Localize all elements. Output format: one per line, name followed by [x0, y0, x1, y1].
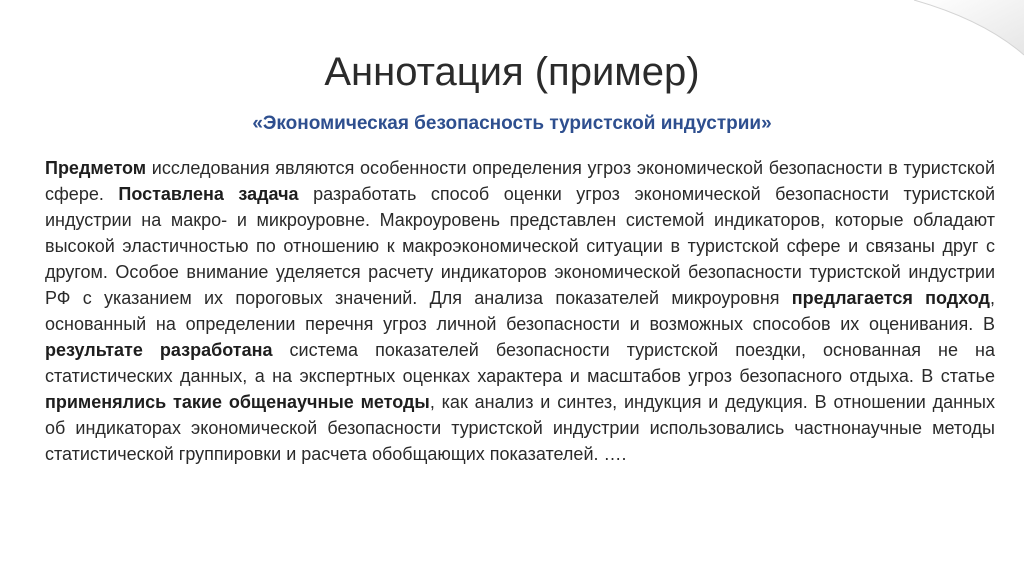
text-run: Предметом	[45, 158, 147, 178]
text-run: исследования являются особенности определения угроз экономической безопасности в туристской сфере.	[45, 158, 995, 204]
text-run: результате разработана	[45, 340, 273, 360]
text-run: система показателей безопасности туристской поездки, основанная не на статистических данных, а на экспертных оценках характера и масштабов угроз безопасного отдыха. В статье	[45, 340, 995, 386]
text-run: предлагается подход	[791, 288, 990, 308]
slide-title: Аннотация (пример)	[324, 50, 700, 94]
text-run: разработать способ оценки угроз экономической безопасности туристской индустрии на макро- и микроуровне. Макроуровень представлен системой индикаторов, которые обладают высокой эластичностью по отношению к макроэкономической ситуации в туристской сфере и связаны друг с другом. Особое внимание уделяется расчету индикаторов экономической безопасности туристской индустрии РФ с указанием их пороговых значений. Для анализа показателей микроуровня	[45, 184, 996, 308]
slide-subtitle: «Экономическая безопасность туристской индустрии»	[252, 113, 772, 134]
text-run: , основанный на определении перечня угроз личной безопасности и возможных способов их оценивания. В	[45, 288, 995, 334]
text-run: Поставлена задача	[118, 184, 299, 204]
text-run: применялись такие общенаучные методы	[45, 392, 430, 412]
abstract-paragraph	[45, 155, 995, 467]
text-run: , как анализ и синтез, индукция и дедукция. В отношении данных об индикаторах экономической безопасности туристской индустрии использовались частнонаучные методы статистической группировки и расчета обобщающих показателей. ….	[45, 392, 995, 464]
